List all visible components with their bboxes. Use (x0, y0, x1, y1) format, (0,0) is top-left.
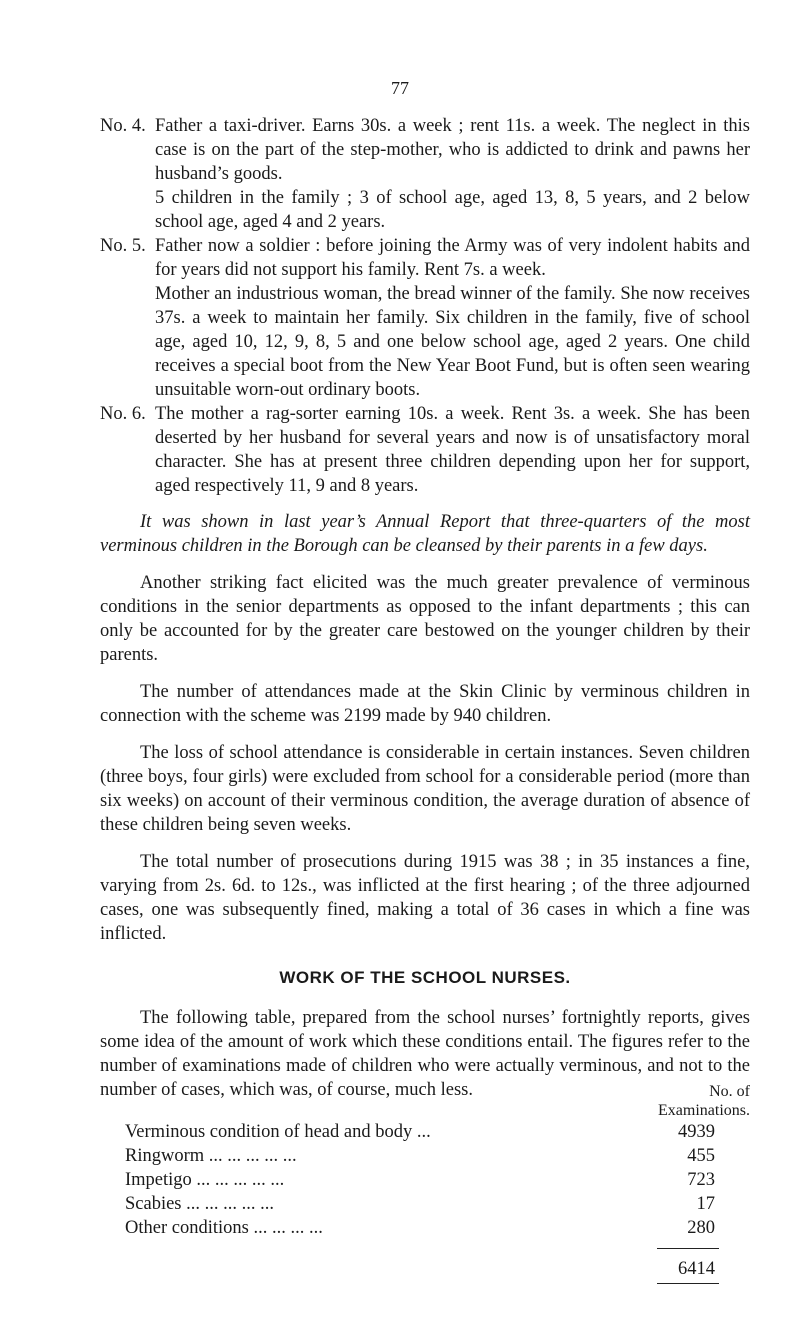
case-label: No. 4. (100, 116, 146, 136)
table-total: 6414 (678, 1259, 715, 1279)
case-paragraph: Mother an industrious woman, the bread winner of the family. She now receives 37s. a week to maintain her family. Six children in the family, five of school age, aged 10, 12, 9, 8, 5 and one below school age, aged 2 years. One child receives a special boot from the New Year Boot Fund, but is often seen wearing unsuitable worn-out ordinary boots. (155, 284, 750, 400)
row-label: Other conditions ... ... ... ... (125, 1218, 323, 1238)
case-paragraph: Father a taxi-driver. Earns 30s. a week ; rent 11s. a week. The neglect in this case is on the part of the step-mother, who is addicted to drink and pawns her husband’s goods. (155, 116, 750, 184)
row-value: 280 (687, 1218, 715, 1238)
table-row (125, 1120, 725, 1144)
row-value: 17 (696, 1194, 715, 1214)
case-paragraph: The mother a rag-sorter earning 10s. a week. Rent 3s. a week. She has been deserted by her husband for several years and now is of unsatisfactory moral character. She has at present three children depending upon her for support, aged respectively 11, 9 and 8 years. (155, 404, 750, 496)
row-value: 723 (687, 1170, 715, 1190)
italic-paragraph: It was shown in last year’s Annual Report that three-quarters of the most verminous children in the Borough can be cleansed by their parents in a few days. (100, 512, 750, 556)
body-paragraph: Another striking fact elicited was the much greater prevalence of verminous conditions in the senior departments as opposed to the infant departments ; this can only be accounted for by the greater care bestowed on the younger children by their parents. (100, 573, 750, 665)
case-entry (100, 402, 750, 498)
case-entry (100, 114, 750, 234)
body-paragraph: The loss of school attendance is considerable in certain instances. Seven children (three boys, four girls) were excluded from school for a considerable period (more than six weeks) on account of their verminous condition, the average duration of absence of these children being seven weeks. (100, 743, 750, 835)
case-entry (100, 234, 750, 402)
row-label: Scabies ... ... ... ... ... (125, 1194, 275, 1214)
row-value: 455 (687, 1146, 715, 1166)
column-header-line: No. of (709, 1083, 750, 1100)
table-row (125, 1192, 725, 1216)
case-label: No. 5. (100, 236, 146, 256)
total-rule-bottom (657, 1283, 719, 1284)
body-paragraph: The total number of prosecutions during 1915 was 38 ; in 35 instances a fine, varying from 2s. 6d. to 12s., was inflicted at the first hearing ; of the three adjourned cases, one was subsequently fined, making a total of 36 cases in which a fine was inflicted. (100, 852, 750, 944)
row-label: Verminous condition of head and body ... (125, 1122, 431, 1142)
case-paragraph: 5 children in the family ; 3 of school age, aged 13, 8, 5 years, and 2 below school age, aged 4 and 2 years. (155, 188, 750, 232)
nurses-paragraph: The following table, prepared from the school nurses’ fortnightly reports, gives some idea of the amount of work which these conditions entail. The figures refer to the number of examinations made of children who were actually verminous, and not to the number of cases, which was, of course, much less. (100, 1008, 750, 1100)
row-label: Ringworm ... ... ... ... ... (125, 1146, 297, 1166)
body-paragraph: The number of attendances made at the Skin Clinic by verminous children in connection with the scheme was 2199 made by 940 children. (100, 682, 750, 726)
total-rule (657, 1248, 719, 1249)
table-row (125, 1168, 725, 1192)
case-label: No. 6. (100, 404, 146, 424)
page-number: 77 (391, 78, 409, 98)
section-heading: WORK OF THE SCHOOL NURSES. (279, 968, 571, 987)
examinations-table (100, 1082, 750, 1284)
page-content (100, 114, 750, 1284)
row-value: 4939 (678, 1122, 715, 1142)
table-row (125, 1216, 725, 1240)
column-header-line: Examinations. (658, 1102, 750, 1119)
table-row (125, 1144, 725, 1168)
case-paragraph: Father now a soldier : before joining the Army was of very indolent habits and for years did not support his family. Rent 7s. a week. (155, 236, 750, 280)
row-label: Impetigo ... ... ... ... ... (125, 1170, 285, 1190)
